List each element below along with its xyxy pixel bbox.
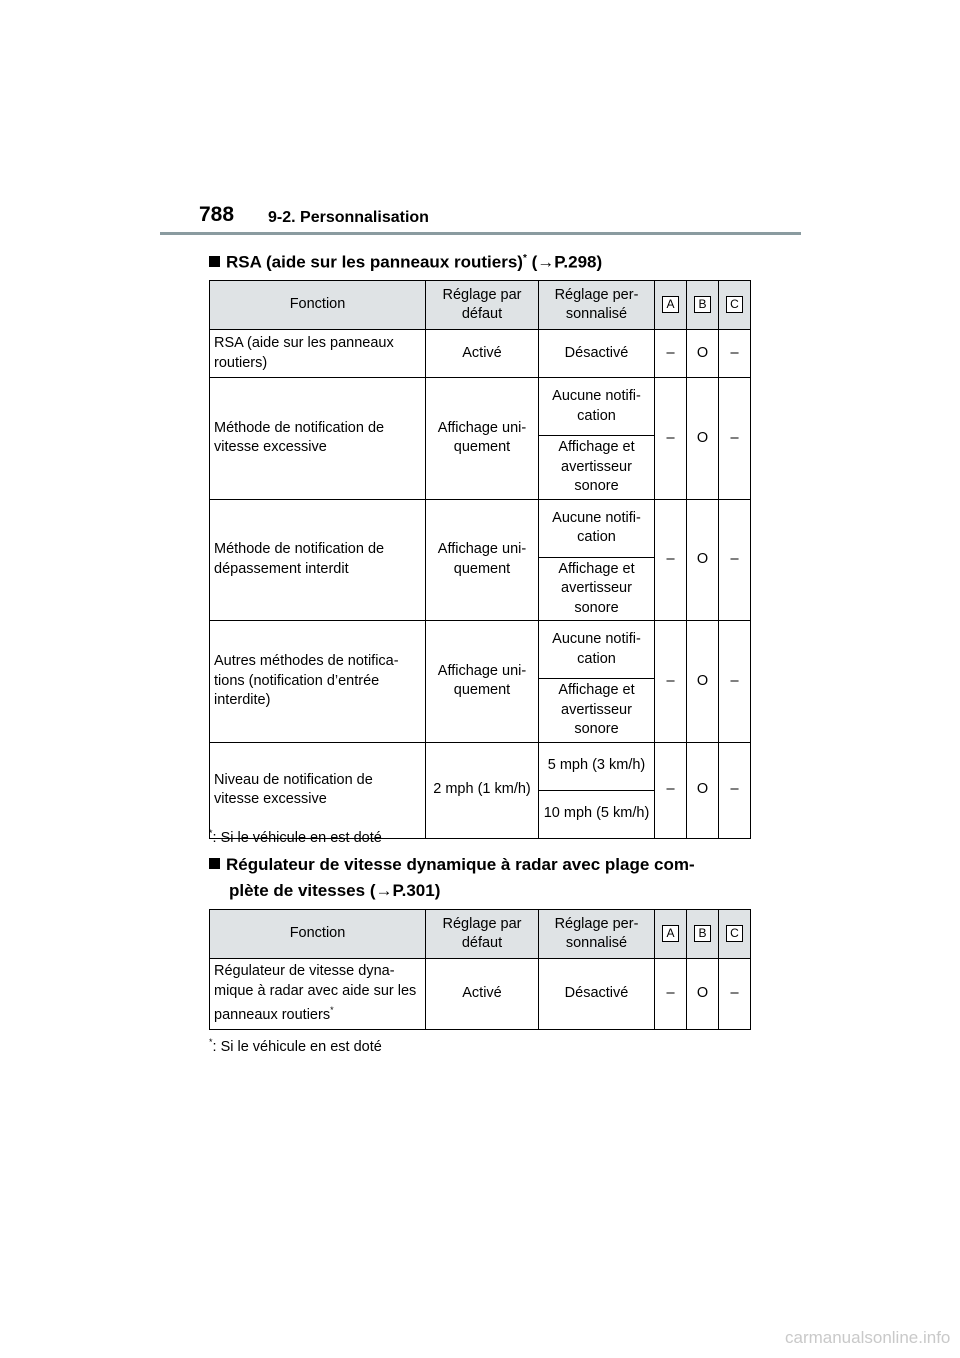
- default-cell: Affichage uni-quement: [426, 621, 539, 743]
- mark-b-cell: O: [687, 621, 719, 743]
- mark-c-cell: –: [719, 621, 751, 743]
- mark-a-cell: –: [655, 742, 687, 838]
- function-cell: [210, 959, 426, 1030]
- watermark: carmanualsonline.info: [785, 1328, 951, 1347]
- footnote-marker: *: [209, 1037, 213, 1047]
- custom-cell: Désactivé: [539, 330, 655, 378]
- mark-a-cell: –: [655, 959, 687, 1030]
- section-title-line1: Régulateur de vitesse dynamique à radar avec plage com-: [226, 855, 695, 874]
- custom-cell: Aucune notifi-cation: [539, 621, 655, 679]
- square-bullet-icon: [209, 858, 220, 869]
- custom-cell: Aucune notifi-cation: [539, 378, 655, 436]
- col-header-custom: Réglage per-sonnalisé: [539, 281, 655, 330]
- col-header-b: [687, 281, 719, 330]
- default-cell: Activé: [426, 330, 539, 378]
- section-title-line2: plète de vitesses: [229, 881, 366, 900]
- col-c-label: C: [726, 925, 743, 942]
- col-header-custom: Réglage per-sonnalisé: [539, 910, 655, 959]
- col-c-label: C: [726, 296, 743, 313]
- square-bullet-icon: [209, 256, 220, 267]
- default-cell: Affichage uni-quement: [426, 499, 539, 621]
- section-title: RSA (aide sur les panneaux routiers): [226, 252, 523, 272]
- footnote-2: [209, 1037, 382, 1055]
- function-cell: Niveau de notification de vitesse excessive: [210, 742, 426, 838]
- mark-a-cell: –: [655, 378, 687, 500]
- footnote-1: [209, 828, 382, 846]
- col-header-default: Réglage par défaut: [426, 910, 539, 959]
- col-header-c: [719, 910, 751, 959]
- asterisk: *: [330, 1005, 334, 1016]
- col-a-label: A: [662, 925, 679, 942]
- function-cell: Méthode de notification de dépassement interdit: [210, 499, 426, 621]
- asterisk: *: [522, 253, 527, 264]
- mark-b-cell: O: [687, 330, 719, 378]
- custom-cell: Aucune notifi-cation: [539, 499, 655, 557]
- footnote-text: : Si le véhicule en est doté: [212, 829, 382, 846]
- mark-c-cell: –: [719, 330, 751, 378]
- col-header-c: [719, 281, 751, 330]
- col-header-a: [655, 910, 687, 959]
- mark-c-cell: –: [719, 378, 751, 500]
- acc-settings-table: [209, 909, 751, 1030]
- default-cell: Affichage uni-quement: [426, 378, 539, 500]
- function-cell: Méthode de notification de vitesse excessive: [210, 378, 426, 500]
- function-cell: Autres méthodes de notifica-tions (notification d’entrée interdite): [210, 621, 426, 743]
- page-reference-link[interactable]: (→P.301): [369, 881, 441, 900]
- section-heading-acc: [209, 852, 695, 904]
- custom-cell: Affichage et avertisseur sonore: [539, 557, 655, 621]
- col-header-a: [655, 281, 687, 330]
- custom-cell: Affichage et avertisseur sonore: [539, 436, 655, 500]
- col-header-function: Fonction: [210, 281, 426, 330]
- function-text: Régulateur de vitesse dyna-mique à radar avec aide sur les panneaux routiers: [214, 963, 417, 1024]
- col-a-label: A: [662, 296, 679, 313]
- table-row: [210, 499, 751, 557]
- footnote-text: : Si le véhicule en est doté: [212, 1038, 382, 1055]
- custom-cell: 10 mph (5 km/h): [539, 790, 655, 838]
- table-row: [210, 330, 751, 378]
- mark-b-cell: O: [687, 499, 719, 621]
- mark-b-cell: O: [687, 742, 719, 838]
- table-row: [210, 742, 751, 790]
- rsa-settings-table: [209, 280, 751, 839]
- default-cell: Activé: [426, 959, 539, 1030]
- custom-cell: 5 mph (3 km/h): [539, 742, 655, 790]
- default-cell: 2 mph (1 km/h): [426, 742, 539, 838]
- section-heading-rsa: [209, 246, 602, 276]
- mark-a-cell: –: [655, 499, 687, 621]
- mark-a-cell: –: [655, 330, 687, 378]
- table-row: [210, 959, 751, 1030]
- custom-cell: Désactivé: [539, 959, 655, 1030]
- chapter-title: 9-2. Personnalisation: [268, 209, 429, 226]
- custom-cell: Affichage et avertisseur sonore: [539, 679, 655, 743]
- table-row: [210, 378, 751, 436]
- col-b-label: B: [694, 925, 711, 942]
- page-reference-link[interactable]: (→P.298): [531, 252, 603, 272]
- function-cell: RSA (aide sur les panneaux routiers): [210, 330, 426, 378]
- mark-b-cell: O: [687, 378, 719, 500]
- col-header-default: Réglage par défaut: [426, 281, 539, 330]
- col-b-label: B: [694, 296, 711, 313]
- header-rule: [160, 232, 801, 235]
- mark-a-cell: –: [655, 621, 687, 743]
- mark-c-cell: –: [719, 742, 751, 838]
- page-number: 788: [199, 203, 235, 226]
- mark-c-cell: –: [719, 499, 751, 621]
- mark-b-cell: O: [687, 959, 719, 1030]
- footnote-marker: *: [209, 828, 213, 838]
- col-header-function: Fonction: [210, 910, 426, 959]
- col-header-b: [687, 910, 719, 959]
- table-row: [210, 621, 751, 679]
- mark-c-cell: –: [719, 959, 751, 1030]
